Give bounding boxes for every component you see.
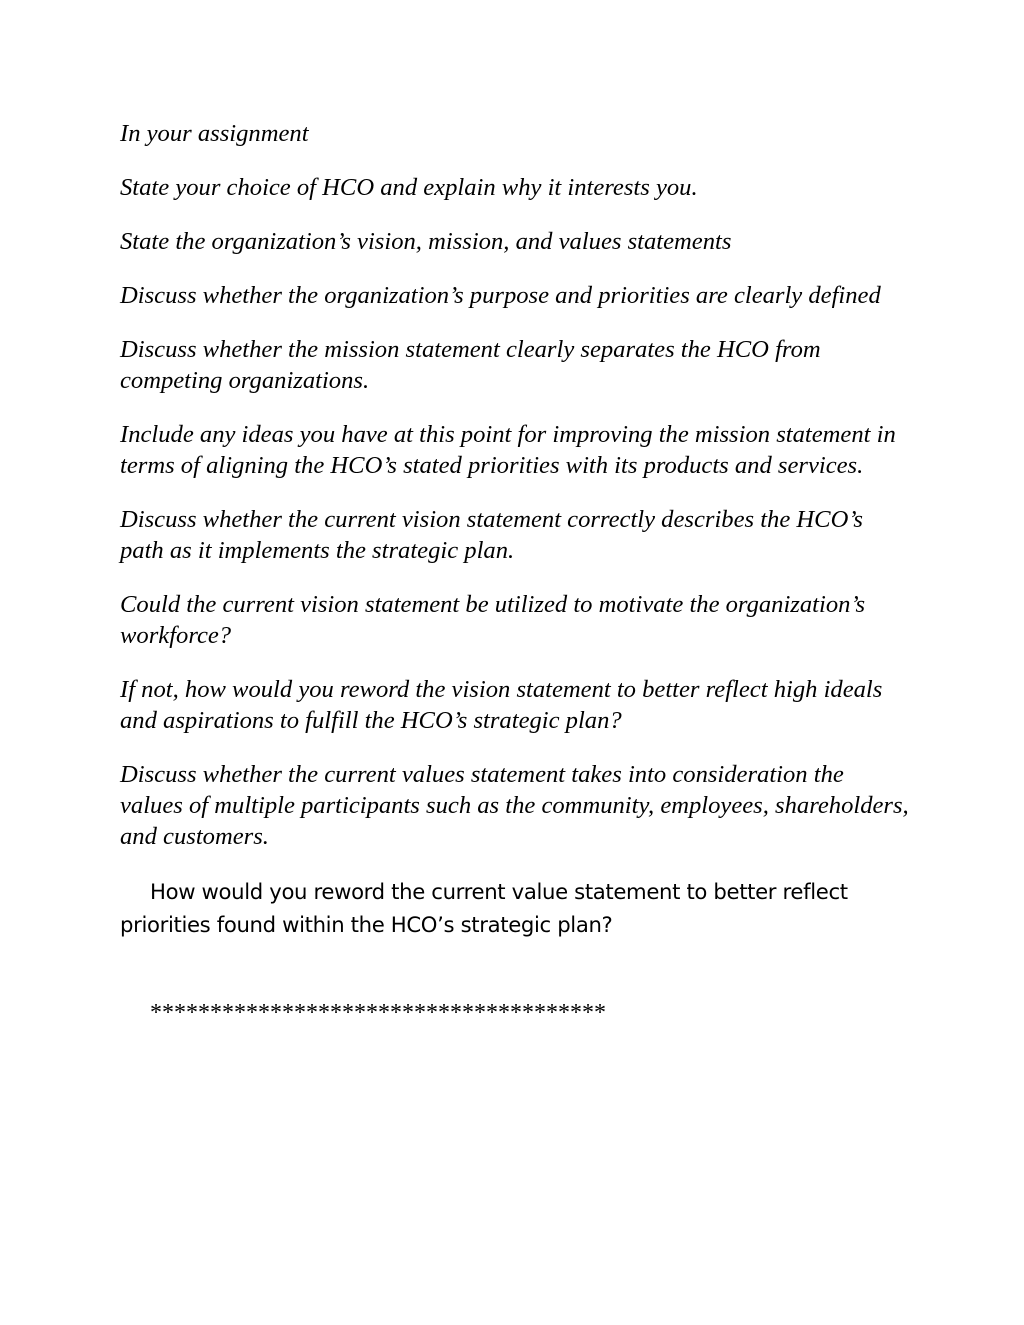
paragraph-assignment-intro: In your assignment — [120, 120, 309, 147]
paragraph-values-participants: Discuss whether the current values statement takes into consideration the values of multiple participants such as the community, employees, shareholders, and customers. — [120, 761, 909, 850]
paragraph-choice-of-hco: State your choice of HCO and explain why it interests you. — [120, 174, 698, 201]
paragraph-vision-reword: If not, how would you reword the vision statement to better reflect high ideals and aspirations to fulfill the HCO’s strategic plan? — [120, 676, 883, 734]
paragraph-statements: State the organization’s vision, mission, and values statements — [120, 228, 732, 255]
paragraph-mission-separation: Discuss whether the mission statement clearly separates the HCO from competing organizations. — [120, 336, 821, 394]
paragraph-improvement-ideas: Include any ideas you have at this point for improving the mission statement in terms of aligning the HCO’s stated priorities with its products and services. — [120, 421, 896, 479]
paragraph-vision-path: Discuss whether the current vision statement correctly describes the HCO’s path as it implements the strategic plan. — [120, 506, 863, 564]
paragraph-purpose-priorities: Discuss whether the organization’s purpose and priorities are clearly defined — [120, 282, 881, 309]
paragraph-value-reword-question: How would you reword the current value statement to better reflect priorities found within the HCO’s strategic plan? — [120, 879, 848, 937]
document-body — [120, 118, 910, 1028]
paragraph-vision-motivation: Could the current vision statement be utilized to motivate the organization’s workforce? — [120, 591, 866, 649]
asterisk-separator: ************************************** — [150, 1000, 606, 1026]
